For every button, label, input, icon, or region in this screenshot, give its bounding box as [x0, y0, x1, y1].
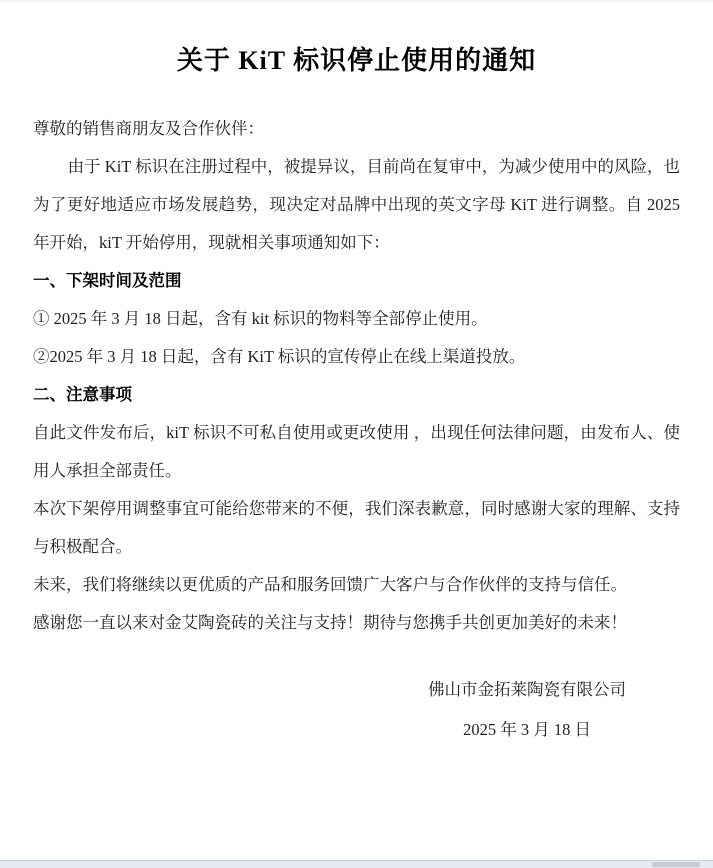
signature-company: 佛山市金拓莱陶瓷有限公司: [428, 680, 626, 699]
greeting-line: 尊敬的销售商朋友及合作伙伴：: [33, 119, 264, 138]
list-item-1: ① 2025 年 3 月 18 日起，含有 kit 标识的物料等全部停止使用。: [33, 309, 488, 328]
notes-paragraph-future: 未来，我们将继续以更优质的产品和服务回馈广大客户与合作伙伴的支持与信任。: [33, 575, 627, 594]
section-heading-takedown-scope: 一、下架时间及范围: [33, 271, 182, 290]
horizontal-scrollbar[interactable]: [0, 860, 713, 868]
intro-paragraph: 由于 KiT 标识在注册过程中，被提异议，目前尚在复审中，为减少使用中的风险，也为了更好地适应市场发展趋势，现决定对品牌中出现的英文字母 KiT 进行调整。自 2025 年开始，kiT 开始停用，现就相关事项通知如下：: [33, 157, 680, 252]
page-top-edge: [0, 0, 713, 2]
notice-title: 关于 KiT 标识停止使用的通知: [176, 46, 537, 75]
section-heading-notes: 二、注意事项: [33, 385, 132, 404]
horizontal-scrollbar-thumb[interactable]: [652, 862, 700, 867]
signature-block: [397, 670, 657, 750]
notice-body: [33, 110, 680, 642]
list-item-2: ②2025 年 3 月 18 日起，含有 KiT 标识的宣传停止在线上渠道投放。: [33, 347, 526, 366]
notes-paragraph-thanks: 感谢您一直以来对金艾陶瓷砖的关注与支持！期待与您携手共创更加美好的未来！: [33, 613, 627, 632]
notes-paragraph-liability: 自此文件发布后，kiT 标识不可私自使用或更改使用 ，出现任何法律问题，由发布人、使用人承担全部责任。: [33, 423, 680, 480]
notes-paragraph-apology: 本次下架停用调整事宜可能给您带来的不便，我们深表歉意，同时感谢大家的理解、支持与积极配合。: [33, 499, 680, 556]
signature-date: 2025 年 3 月 18 日: [463, 720, 591, 739]
